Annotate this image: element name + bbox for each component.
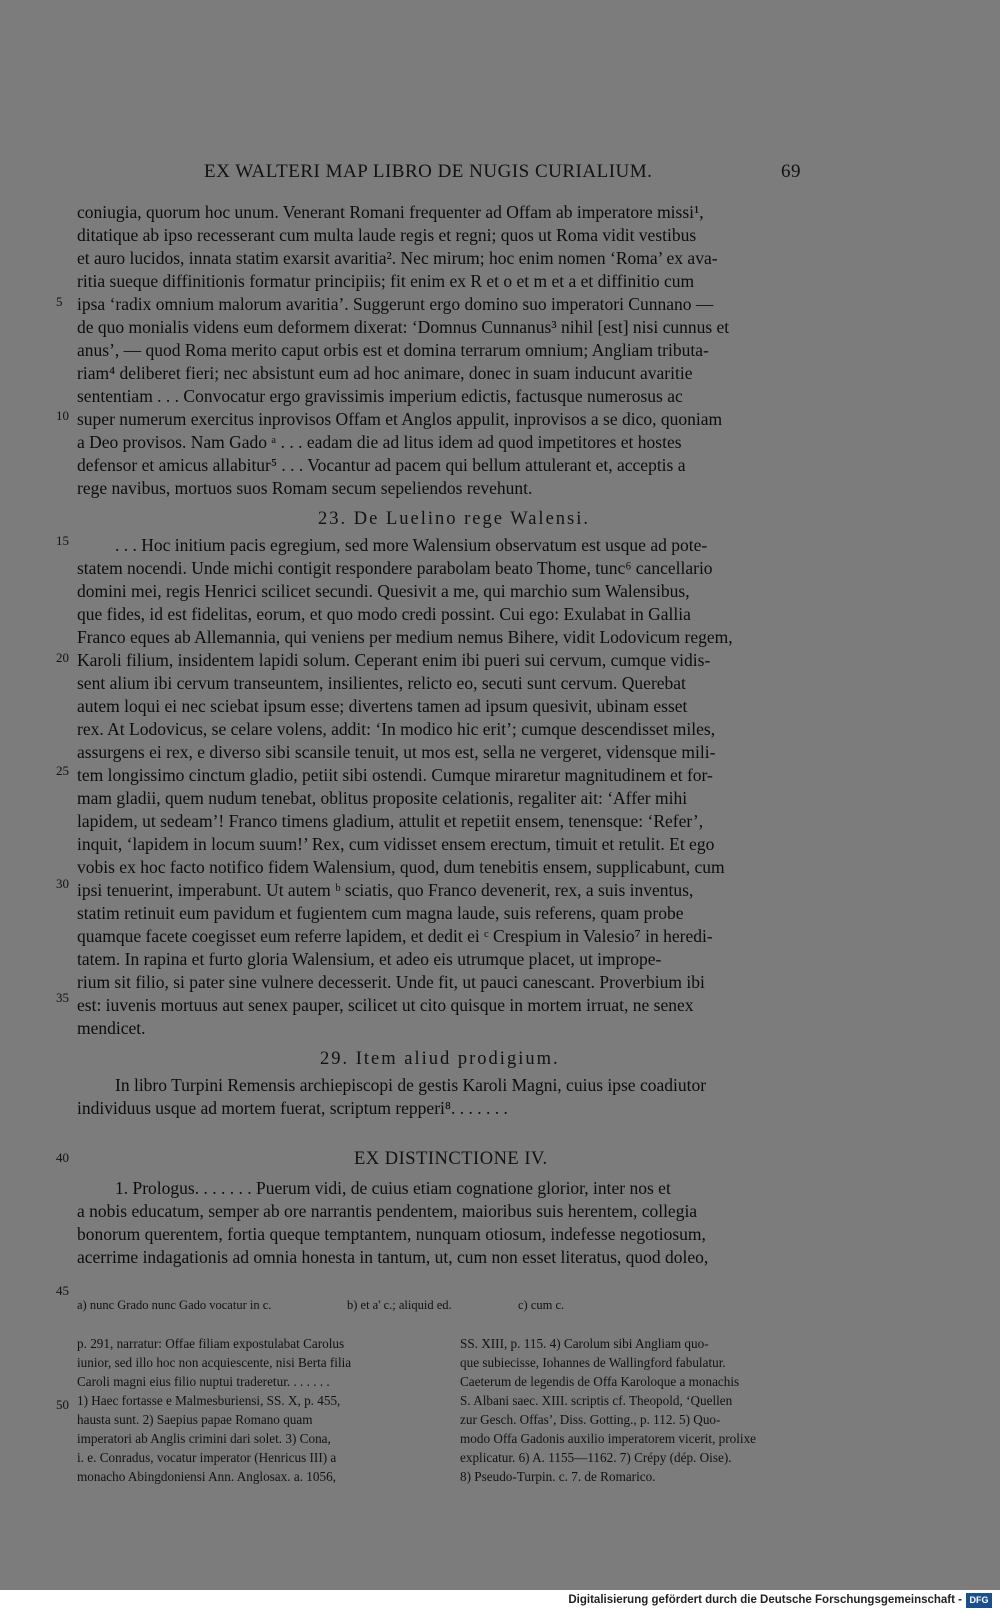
text-line: rex. At Lodovicus, se celare volens, addit: ‘In modico hic erit’; cumque descendisset miles,: [77, 719, 716, 739]
footnote-line: imperatori ab Anglis crimini dari solet. 3) Cona,: [77, 1431, 331, 1446]
footnote-line: monacho Abingdoniensi Ann. Anglosax. a. 1056,: [77, 1469, 336, 1484]
footnote-line: Caroli magni eius filio nuptui traderetur. . . . . . .: [77, 1374, 330, 1389]
section-heading: 29. Item aliud prodigium.: [320, 1049, 560, 1069]
text-line: anus’, — quod Roma merito caput orbis est et domina terrarum omnium; Angliam tributa-: [77, 340, 709, 360]
text-line: tatem. In rapina et furto gloria Walensium, et adeo eis utrumque placet, ut imprope-: [77, 949, 662, 969]
line-number: 10: [56, 408, 69, 423]
text-line: vobis ex hoc facto notifico fidem Walensium, quod, dum tenebitis ensem, supplicabunt, cum: [77, 857, 725, 877]
text-line: In libro Turpini Remensis archiepiscopi de gestis Karoli Magni, cuius ipse coadiutor: [115, 1075, 707, 1095]
line-number: 40: [56, 1150, 69, 1165]
text-line: 1. Prologus. . . . . . . Puerum vidi, de cuius etiam cognatione glorior, inter nos et: [115, 1178, 671, 1198]
text-line: domini mei, regis Henrici scilicet secundi. Quesivit a me, qui marchio sum Walensibus,: [77, 581, 690, 601]
text-line: ritia sueque diffinitionis formatur principiis; fit enim ex R et o et m et a et diffinitio cum: [77, 271, 695, 291]
text-line: que fides, id est fidelitas, eorum, et quo modo credi possint. Cui ego: Exulabat in Gallia: [77, 604, 691, 624]
text-line: inquit, ‘lapidem in locum suum!’ Rex, cum vidisset ensem erectum, timuit et retulit. Et ego: [77, 834, 715, 854]
text-line: super numerum exercitus inprovisos Offam et Anglos appulit, inprovisos a se dico, quoniam: [77, 409, 723, 429]
funding-footer: [0, 1590, 1000, 1612]
line-number: 35: [56, 990, 69, 1005]
line-number: 20: [56, 650, 69, 665]
text-line: et auro lucidos, innata statim exarsit avaritia². Nec mirum; hoc enim nomen ‘Roma’ ex ava-: [77, 248, 718, 268]
text-line: coniugia, quorum hoc unum. Venerant Romani frequenter ad Offam ab imperatore missi¹,: [77, 202, 704, 222]
text-line: assurgens ei rex, e diverso sibi scansile tenuit, ut mos est, sella ne vergeret, vidensque mili-: [77, 742, 716, 762]
footnote-line: 1) Haec fortasse e Malmesburiensi, SS. X, p. 455,: [77, 1393, 341, 1408]
footnote-line: SS. XIII, p. 115. 4) Carolum sibi Angliam quo-: [460, 1336, 709, 1351]
text-line: acerrime indagationis ad omnia honesta in tantum, ut, cum non esset literatus, quod doleo,: [77, 1247, 709, 1267]
text-line: defensor et amicus allabitur⁵ . . . Vocantur ad pacem qui bellum attulerant et, acceptis a: [77, 455, 686, 475]
text-line: a Deo provisos. Nam Gado ᵃ . . . eadam die ad litus idem ad quod impetitores et hostes: [77, 432, 682, 452]
line-number: 5: [56, 294, 63, 309]
text-line: sent alium ibi cervum transeuntem, insilientes, relicto eo, secuti sunt cervum. Querebat: [77, 673, 686, 693]
text-line: rege navibus, mortuos suos Romam secum sepeliendos revehunt.: [77, 478, 533, 498]
line-number: 15: [56, 533, 69, 548]
footnote-line: explicatur. 6) A. 1155—1162. 7) Crépy (dép. Oise).: [460, 1450, 732, 1465]
text-line: . . . Hoc initium pacis egregium, sed more Walensium observatum est usque ad pote-: [115, 535, 708, 555]
footnote: a) nunc Grado nunc Gado vocatur in c.: [77, 1298, 272, 1312]
footnote-line: i. e. Conradus, vocatur imperator (Henricus III) a: [77, 1450, 337, 1465]
text-line: individuus usque ad mortem fuerat, scriptum repperi⁸. . . . . . .: [77, 1098, 508, 1118]
footnote-line: que subiecisse, Iohannes de Wallingford fabulatur.: [460, 1355, 726, 1370]
footnote-line: hausta sunt. 2) Saepius papae Romano quam: [77, 1412, 313, 1427]
text-line: riam⁴ deliberet fieri; nec absistunt eum ad hoc animare, donec in suam inducunt avaritie: [77, 363, 693, 383]
footnote: b) et a' c.; aliquid ed.: [347, 1298, 452, 1312]
text-line: autem loqui ei nec sciebat ipsum esse; divertens tamen ad ipsum quesivit, ubinam esset: [77, 696, 688, 716]
text-line: a nobis educatum, semper ab ore narrantis pendentem, maioribus suis herentem, collegia: [77, 1201, 698, 1221]
funding-notice: Digitalisierung gefördert durch die Deutsche Forschungsgemeinschaft -: [568, 1594, 962, 1606]
text-line: Franco eques ab Allemannia, qui veniens per medium nemus Bihere, vidit Lodovicum regem,: [77, 627, 733, 647]
section-heading: EX DISTINCTIONE IV.: [354, 1149, 548, 1169]
footnote-line: S. Albani saec. XIII. scriptis cf. Theopold, ‘Quellen: [460, 1393, 733, 1408]
text-line: ditatique ab ipso recesserant cum multa laude regis et regni; quos ut Roma vidit vestibus: [77, 225, 697, 245]
text-line: de quo monialis videns eum deformem dixerat: ‘Domnus Cunnanus³ nihil [est] nisi cunnus et: [77, 317, 730, 337]
footnote-line: p. 291, narratur: Offae filiam expostulabat Carolus: [77, 1336, 345, 1351]
text-line: lapidem, ut sedeam’! Franco timens gladium, attulit et repetiit ensem, tenensque: ‘Refer’,: [77, 811, 704, 831]
text-line: ipsa ‘radix omnium malorum avaritia’. Suggerunt ergo domino suo imperatori Cunnano —: [77, 294, 714, 314]
running-title: EX WALTERI MAP LIBRO DE NUGIS CURIALIUM.: [204, 161, 653, 182]
text-line: mam gladii, quem nudum tenebat, oblitus proposite celationis, regaliter ait: ‘Affer mihi: [77, 788, 688, 808]
text-line: Karoli filium, insidentem lapidi solum. Ceperant enim ibi pueri sui cervum, cumque vidis-: [77, 650, 711, 670]
footnote-line: modo Offa Gadonis auxilio imperatorem vicerit, prolixe: [460, 1431, 757, 1446]
page-number: 69: [781, 161, 801, 182]
footnote-line: iunior, sed illo hoc non acquiescente, nisi Berta filia: [77, 1355, 352, 1370]
dfg-logo-icon: DFG: [966, 1593, 992, 1608]
section-heading: 23. De Luelino rege Walensi.: [318, 509, 590, 529]
text-line: statem nocendi. Unde michi contigit respondere parabolam beato Thome, tunc⁶ cancellario: [77, 558, 713, 578]
footnote-line: 8) Pseudo-Turpin. c. 7. de Romarico.: [460, 1469, 656, 1484]
text-line: sententiam . . . Convocatur ergo gravissimis imperium edictis, factusque numerosus ac: [77, 386, 683, 406]
text-line: est: iuvenis mortuus aut senex pauper, scilicet ut cito quisque in mortem irruat, ne senex: [77, 995, 694, 1015]
line-number: 30: [56, 876, 69, 891]
line-number: 45: [56, 1283, 69, 1298]
footnote-line: zur Gesch. Offas’, Diss. Gotting., p. 112. 5) Quo-: [460, 1412, 721, 1427]
line-number: 25: [56, 763, 69, 778]
text-line: mendicet.: [77, 1018, 146, 1038]
text-line: tem longissimo cinctum gladio, petiit sibi ostendi. Cumque miraretur magnitudinem et for-: [77, 765, 713, 785]
text-line: rium sit filio, si pater sine vulnere decesserit. Unde fit, ut pauci canescant. Proverbium ibi: [77, 972, 705, 992]
text-line: statim retinuit eum pavidum et fugientem cum magna laude, suis referens, quam probe: [77, 903, 684, 923]
footnote: c) cum c.: [518, 1298, 565, 1312]
line-number: 50: [56, 1397, 69, 1412]
text-line: ipsi tenuerint, imperabunt. Ut autem ᵇ sciatis, quo Franco devenerit, rex, a suis inventus,: [77, 880, 694, 900]
footnote-line: Caeterum de legendis de Offa Karoloque a monachis: [460, 1374, 740, 1389]
text-line: bonorum querentem, fortia queque temptantem, nunquam otiosum, indefesse negotiosum,: [77, 1224, 706, 1244]
text-line: quamque facete coegisset eum referre lapidem, et dedit ei ᶜ Crespium in Valesio⁷ in heredi-: [77, 926, 713, 946]
